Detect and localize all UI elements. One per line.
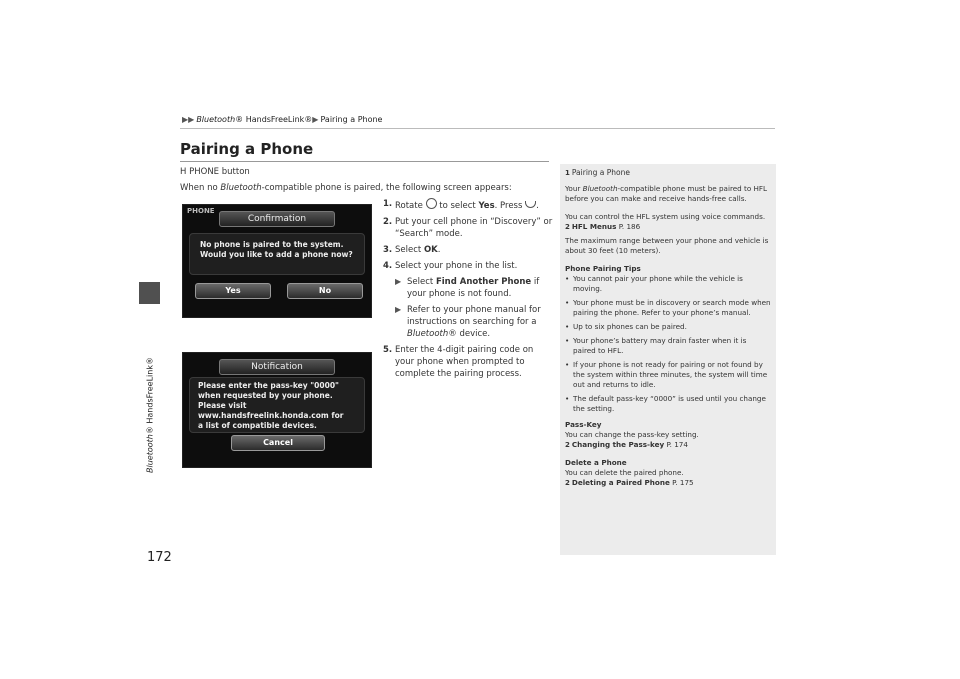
screen-message xyxy=(189,377,365,433)
note-text: You can control the HFL system using voice commands. xyxy=(565,212,766,221)
step-4 xyxy=(383,260,553,272)
step-text: . xyxy=(437,245,441,255)
note-paragraph xyxy=(565,184,771,204)
no-button[interactable]: No xyxy=(287,283,363,299)
note-text: Your xyxy=(565,184,583,193)
step-1 xyxy=(383,198,553,212)
cancel-button[interactable]: Cancel xyxy=(231,435,325,451)
intro-italic: Bluetooth xyxy=(220,183,262,193)
press-knob-icon xyxy=(525,201,536,208)
step-text: Rotate xyxy=(395,201,426,211)
screen-title: Notification xyxy=(219,359,335,375)
screen-line: a list of compatible devices. xyxy=(198,421,317,430)
step-text: Select your phone in the list. xyxy=(395,261,518,271)
breadcrumb xyxy=(182,115,382,124)
step-text: to select xyxy=(436,201,479,211)
screen-line: Please visit xyxy=(198,401,247,410)
step-option-find: Find Another Phone xyxy=(435,277,532,287)
side-label-rest: ® HandsFreeLink® xyxy=(145,357,155,435)
reference-icon: 2 xyxy=(565,441,570,449)
step-text: Select xyxy=(407,277,436,287)
breadcrumb-arrow-icon: ▶ xyxy=(312,115,319,124)
tip-item: • The default pass-key “0000” is used until you change the setting. xyxy=(565,394,771,414)
tips-heading: Phone Pairing Tips xyxy=(565,264,641,273)
ref-page: P. 186 xyxy=(616,222,641,231)
screen-line: when requested by your phone. xyxy=(198,391,333,400)
side-label-italic: Bluetooth xyxy=(145,434,155,473)
header-divider xyxy=(180,128,775,129)
step-4-sub-1 xyxy=(383,276,553,300)
side-note-box xyxy=(560,164,776,555)
note-paragraph xyxy=(565,212,771,232)
ref-line xyxy=(565,440,771,450)
note-icon: 1 xyxy=(565,169,570,177)
page-title: Pairing a Phone xyxy=(180,140,314,158)
step-text-italic: Bluetooth xyxy=(407,329,449,339)
ref-hfl-menus-link[interactable]: HFL Menus xyxy=(571,222,617,231)
chapter-tab-marker xyxy=(139,282,160,304)
ref-page: P. 175 xyxy=(669,478,694,487)
notification-screen-image xyxy=(182,352,372,468)
reference-icon: 2 xyxy=(565,479,570,487)
step-number: 4. xyxy=(383,261,393,271)
ref-page: P. 174 xyxy=(664,440,688,449)
note-text-italic: Bluetooth xyxy=(582,184,618,193)
step-text: ® device. xyxy=(448,329,491,339)
delete-heading: Delete a Phone xyxy=(565,458,627,467)
tips-list xyxy=(565,274,771,414)
phone-button-icon: H xyxy=(180,167,187,177)
reference-icon: 2 xyxy=(565,223,570,231)
chapter-side-label xyxy=(146,357,155,473)
step-3 xyxy=(383,244,553,256)
screen-line: Would you like to add a phone now? xyxy=(200,250,353,259)
breadcrumb-arrow-icon: ▶▶ xyxy=(182,115,195,124)
steps-list xyxy=(383,198,553,384)
note-text: The maximum range between your phone and vehicle is about 30 feet (10 meters). xyxy=(565,236,769,255)
screen-line: No phone is paired to the system. xyxy=(200,240,344,249)
step-5 xyxy=(383,344,553,380)
ref-line xyxy=(565,478,771,488)
phone-button-label: PHONE button xyxy=(189,167,250,177)
tip-item: • Up to six phones can be paired. xyxy=(565,322,771,332)
note-title xyxy=(560,164,776,181)
step-text: Select xyxy=(395,245,424,255)
title-divider xyxy=(180,161,549,162)
passkey-heading: Pass-Key xyxy=(565,420,602,429)
tip-item: • Your phone must be in discovery or search mode when pairing the phone. Refer to your phone’s manual. xyxy=(565,298,771,318)
phone-button-reference xyxy=(180,167,250,177)
page-number: 172 xyxy=(147,550,172,565)
step-2 xyxy=(383,216,553,240)
step-option-ok: OK xyxy=(423,245,438,255)
step-number: 1. xyxy=(383,199,393,209)
step-text: Put your cell phone in “Discovery” or “Search” mode. xyxy=(395,217,553,239)
step-number: 2. xyxy=(383,217,393,227)
breadcrumb-level2: Pairing a Phone xyxy=(320,115,383,124)
step-text: . xyxy=(536,201,539,211)
note-text: -compatible phone must be paired to HFL before you can make and receive hands-free calls. xyxy=(565,184,768,203)
tip-item: • You cannot pair your phone while the vehicle is moving. xyxy=(565,274,771,294)
note-paragraph xyxy=(565,236,771,256)
step-text: if your phone is not found. xyxy=(407,277,540,299)
screen-title: Confirmation xyxy=(219,211,335,227)
ref-deleting-phone-link[interactable]: Deleting a Paired Phone xyxy=(571,478,670,487)
step-number: 5. xyxy=(383,345,393,355)
screen-line: www.handsfreelink.honda.com for xyxy=(198,411,344,420)
confirmation-screen-image xyxy=(182,204,372,318)
sub-arrow-icon: ▶ xyxy=(395,277,402,286)
step-number: 3. xyxy=(383,245,393,255)
step-option-yes: Yes xyxy=(478,201,495,211)
breadcrumb-level1: Bluetooth xyxy=(196,115,236,124)
intro-after: -compatible phone is paired, the following screen appears: xyxy=(261,183,512,193)
note-title-text: Pairing a Phone xyxy=(571,168,631,177)
step-4-sub-2 xyxy=(383,304,553,340)
tip-item: • If your phone is not ready for pairing or not found by the system within three minutes, the system will time out and returns to idle. xyxy=(565,360,771,390)
intro-text xyxy=(180,183,560,193)
note-body xyxy=(560,181,776,488)
step-text: . Press xyxy=(494,201,526,211)
tip-item: • Your phone’s battery may drain faster when it is paired to HFL. xyxy=(565,336,771,356)
ref-changing-passkey-link[interactable]: Changing the Pass-key xyxy=(571,440,665,449)
step-text: Refer to your phone manual for instructions on searching for a xyxy=(407,305,541,327)
note-text: You can change the pass-key setting. xyxy=(565,430,699,439)
rotate-knob-icon xyxy=(426,198,437,209)
yes-button[interactable]: Yes xyxy=(195,283,271,299)
note-text: You can delete the paired phone. xyxy=(565,468,684,477)
screen-line: Please enter the pass-key "0000" xyxy=(198,381,339,390)
breadcrumb-level1-suffix: ® HandsFreeLink® xyxy=(235,115,313,124)
step-text: Enter the 4-digit pairing code on your phone when prompted to complete the pairing process. xyxy=(395,345,534,379)
sub-arrow-icon: ▶ xyxy=(395,305,402,314)
intro-before: When no xyxy=(180,183,221,193)
screen-tag: PHONE xyxy=(187,207,215,215)
screen-message xyxy=(189,233,365,275)
